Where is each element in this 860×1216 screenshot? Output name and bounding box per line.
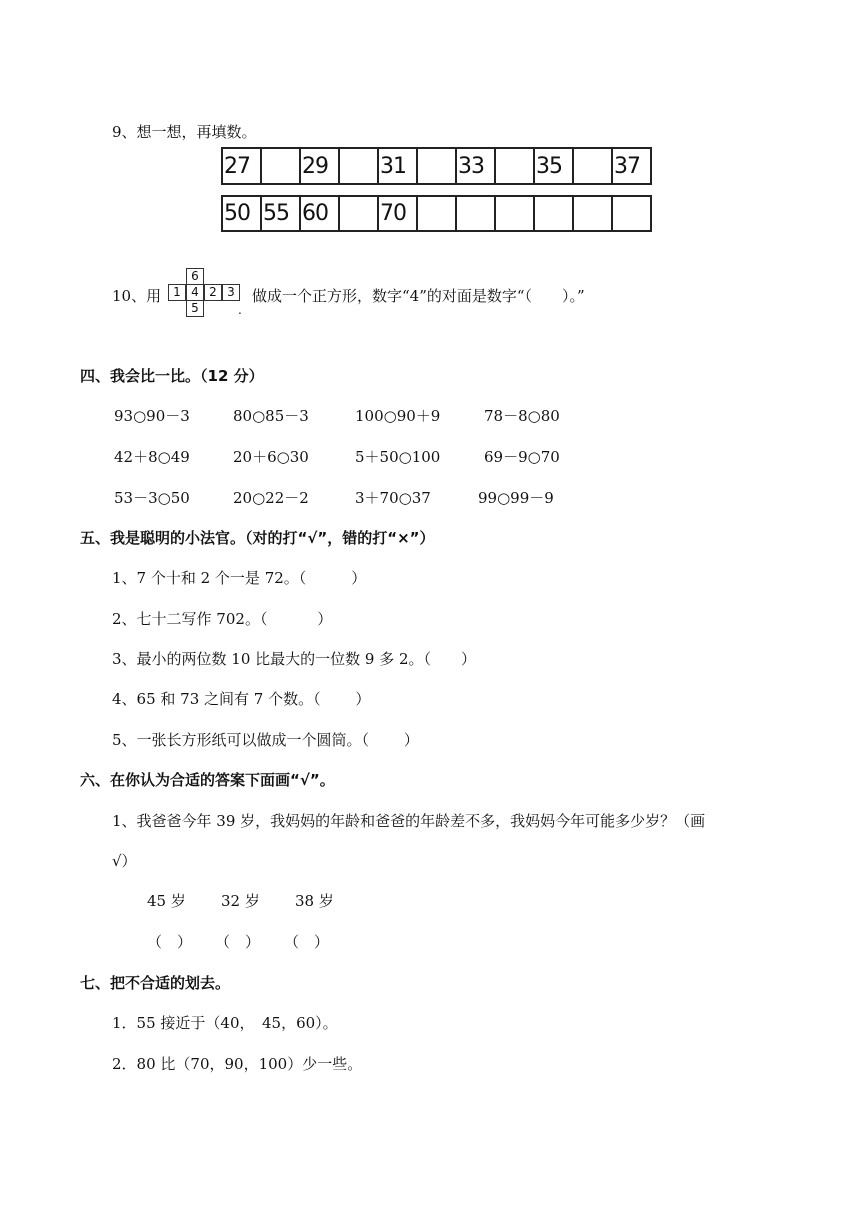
q10-prefix: 10、用 [112,287,162,305]
section-5-title: 五、我是聪明的小法官。（对的打“√”，错的打“×”） [80,529,435,547]
judge-item: 2、七十二写作 702。（ ） [112,610,333,628]
number-grid-row2 [221,195,652,232]
grid-cell[interactable] [574,149,613,183]
compare-item: 42＋8○49 [114,448,190,466]
grid-cell[interactable] [418,149,457,183]
grid-cell[interactable] [535,197,574,230]
compare-item: 100○90＋9 [355,407,441,425]
net-face: 1 [168,284,186,301]
compare-item: 20○22－2 [233,489,309,507]
q9-label: 9、想一想，再填数。 [112,123,257,141]
grid-cell[interactable] [496,149,535,183]
net-dot: . [238,303,242,317]
judge-item: 3、最小的两位数 10 比最大的一位数 9 多 2。（ ） [112,650,477,668]
grid-cell[interactable] [340,149,379,183]
compare-item: 78－8○80 [484,407,560,425]
net-face: 3 [222,284,240,301]
cross-out-item: 2．80 比（70，90，100）少一些。 [112,1055,363,1073]
judge-item: 1、7 个十和 2 个一是 72。（ ） [112,569,367,587]
grid-cell[interactable]: 50 [223,197,262,230]
compare-item: 80○85－3 [233,407,309,425]
section-4-title: 四、我会比一比。（12 分） [80,367,264,385]
grid-cell[interactable]: 31 [379,149,418,183]
grid-cell[interactable]: 60 [301,197,340,230]
grid-cell[interactable] [613,197,650,230]
grid-cell[interactable] [340,197,379,230]
compare-item: 20＋6○30 [233,448,309,466]
cube-net-figure [168,268,240,318]
grid-cell[interactable] [496,197,535,230]
compare-item: 99○99－9 [478,489,554,507]
section-6-title: 六、在你认为合适的答案下面画“√”。 [80,771,335,789]
grid-cell[interactable]: 29 [301,149,340,183]
net-face-bottom: 5 [186,300,204,317]
grid-cell[interactable]: 70 [379,197,418,230]
answer-blank[interactable]: （ ） [147,933,193,951]
net-face: 4 [186,284,204,301]
compare-item: 53－3○50 [114,489,190,507]
grid-cell[interactable]: 33 [457,149,496,183]
cross-out-item: 1．55 接近于（40， 45，60）。 [112,1014,338,1032]
compare-item: 69－9○70 [484,448,560,466]
grid-cell[interactable] [418,197,457,230]
age-option: 45 岁 [147,892,186,910]
net-face: 2 [204,284,222,301]
compare-item: 93○90－3 [114,407,190,425]
answer-blank[interactable]: （ ） [215,933,261,951]
answer-blank[interactable]: （ ） [284,933,330,951]
question-text: 1、我爸爸今年 39 岁，我妈妈的年龄和爸爸的年龄差不多，我妈妈今年可能多少岁？（画 [112,812,706,830]
judge-item: 4、65 和 73 之间有 7 个数。（ ） [112,690,371,708]
grid-cell[interactable]: 27 [223,149,262,183]
judge-item: 5、一张长方形纸可以做成一个圆筒。（ ） [112,731,419,749]
grid-cell[interactable]: 37 [614,153,640,179]
q10-text: 做成一个正方形，数字“4”的对面是数字“（ ）。” [252,287,585,305]
net-face-top: 6 [186,268,204,285]
compare-item: 3＋70○37 [355,489,431,507]
question-text-cont: √） [112,852,137,870]
grid-cell[interactable] [457,197,496,230]
grid-cell[interactable] [574,197,613,230]
section-7-title: 七、把不合适的划去。 [80,974,231,992]
grid-cell[interactable]: 35 [535,149,574,183]
grid-cell[interactable] [262,149,301,183]
age-option: 32 岁 [221,892,260,910]
compare-item: 5＋50○100 [355,448,441,466]
number-grid-row1 [221,147,652,185]
age-option: 38 岁 [295,892,334,910]
grid-cell[interactable]: 55 [262,197,301,230]
